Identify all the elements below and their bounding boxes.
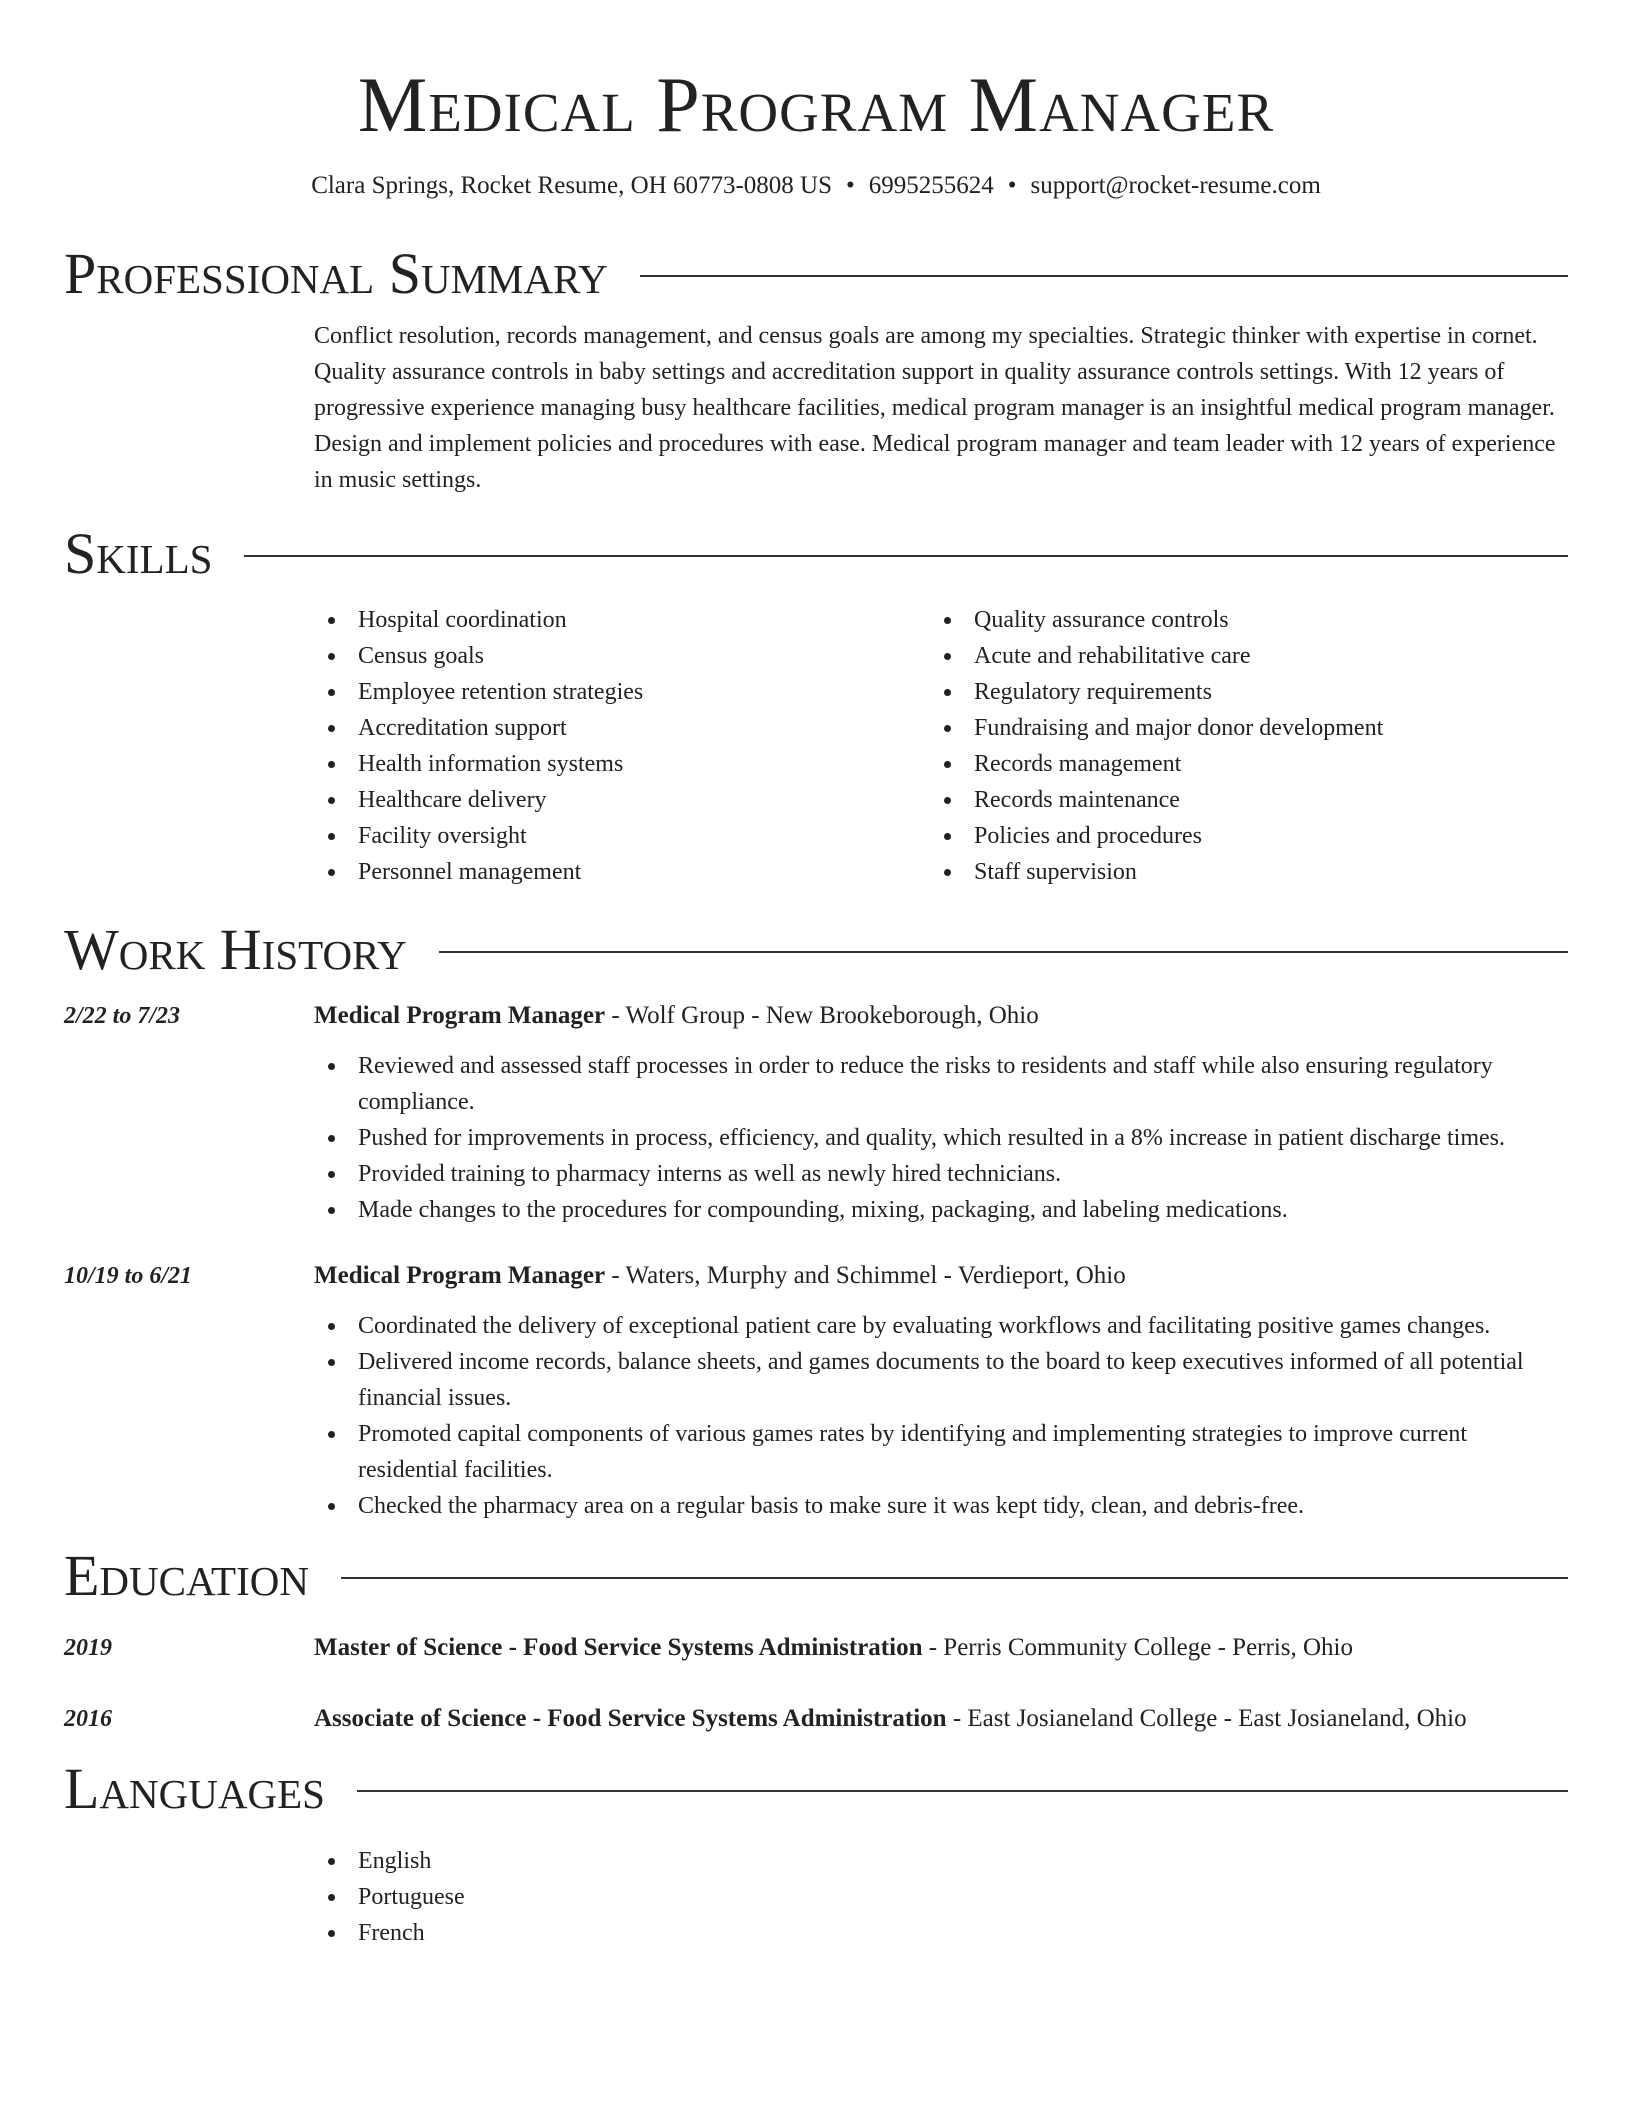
education-section-header — [64, 1544, 1568, 1608]
job-company: - Wolf Group - New Brookeborough, Ohio — [605, 1002, 1039, 1029]
section-divider — [439, 951, 1568, 953]
bullet-icon — [944, 689, 951, 696]
section-divider — [244, 555, 1568, 557]
skills-section-header — [64, 522, 1568, 586]
job-bullet — [314, 1156, 1568, 1192]
skill-label: Accreditation support — [358, 715, 567, 741]
job-bullet — [314, 1416, 1568, 1488]
contact-separator: • — [1007, 172, 1017, 199]
bullet-icon — [328, 1063, 335, 1070]
bullet-icon — [328, 1894, 335, 1901]
language-item — [314, 1915, 1568, 1951]
job-heading — [314, 1258, 1568, 1294]
skill-item — [314, 854, 930, 890]
bullet-icon — [328, 1171, 335, 1178]
bullet-icon — [328, 761, 335, 768]
summary-heading: Professional Summary — [64, 241, 608, 306]
bullet-icon — [328, 1207, 335, 1214]
skill-item — [314, 746, 930, 782]
skill-item — [314, 782, 930, 818]
skill-item — [930, 674, 1546, 710]
job-bullets — [314, 1048, 1568, 1228]
bullet-icon — [944, 653, 951, 660]
bullet-icon — [328, 1930, 335, 1937]
education-entry — [64, 1701, 1568, 1737]
bullet-icon — [944, 833, 951, 840]
education-entry — [64, 1630, 1568, 1666]
skill-item — [314, 602, 930, 638]
job-bullet-text: Promoted capital components of various games rates by identifying and implementing strategies to improve current residential facilities. — [358, 1421, 1468, 1483]
job-bullets — [314, 1308, 1568, 1524]
skill-item — [314, 674, 930, 710]
resume-title: Medical Program Manager — [357, 61, 1275, 148]
skill-item — [314, 818, 930, 854]
job-bullet — [314, 1192, 1568, 1228]
languages-list — [314, 1843, 1568, 1951]
bullet-icon — [328, 1135, 335, 1142]
work-heading: Work History — [64, 917, 407, 982]
job-heading — [314, 998, 1568, 1034]
skill-item — [314, 638, 930, 674]
skill-item — [930, 638, 1546, 674]
work-section-header — [64, 918, 1568, 982]
contact-email: support@rocket-resume.com — [1030, 172, 1321, 199]
bullet-icon — [328, 1858, 335, 1865]
education-year: 2016 — [64, 1706, 112, 1732]
bullet-icon — [328, 653, 335, 660]
skill-item — [930, 854, 1546, 890]
skill-item — [930, 746, 1546, 782]
education-heading-line — [314, 1701, 1568, 1737]
skill-label: Employee retention strategies — [358, 679, 644, 705]
section-divider — [640, 275, 1568, 277]
language-item — [314, 1879, 1568, 1915]
education-heading: Education — [64, 1543, 309, 1608]
language-label: English — [358, 1848, 432, 1874]
job-entry — [64, 998, 1568, 1228]
job-dates: 10/19 to 6/21 — [64, 1263, 193, 1289]
skill-label: Staff supervision — [974, 859, 1137, 885]
skills-column-left — [314, 602, 930, 890]
contact-phone: 6995255624 — [868, 172, 994, 199]
bullet-icon — [944, 869, 951, 876]
job-bullet-text: Made changes to the procedures for compounding, mixing, packaging, and labeling medications. — [358, 1197, 1288, 1223]
job-bullet — [314, 1344, 1568, 1416]
bullet-icon — [944, 797, 951, 804]
bullet-icon — [944, 725, 951, 732]
job-title: Medical Program Manager — [314, 1262, 606, 1289]
contact-address: Clara Springs, Rocket Resume, OH 60773-0808 US — [311, 172, 832, 199]
skill-item — [314, 710, 930, 746]
skill-item — [930, 782, 1546, 818]
summary-text: Conflict resolution, records management, and census goals are among my specialties. Strategic thinker with expertise in cornet. Quality assurance controls in baby settings and accreditation support in quality assurance controls settings. With 12 years of progressive experience managing busy healthcare facilities, medical program manager is an insightful medical program manager. Design and implement policies and procedures with ease. Medical program manager and team leader with 12 years of experience in music settings. — [314, 323, 1556, 493]
job-bullet — [314, 1488, 1568, 1524]
education-heading-line — [314, 1630, 1568, 1666]
bullet-icon — [328, 1359, 335, 1366]
job-entry — [64, 1258, 1568, 1524]
job-dates: 2/22 to 7/23 — [64, 1003, 181, 1029]
skill-label: Personnel management — [358, 859, 582, 885]
summary-section-header — [64, 242, 1568, 306]
job-company: - Waters, Murphy and Schimmel - Verdieport, Ohio — [605, 1262, 1126, 1289]
education-degree: Associate of Science - Food Service Systems Administration — [314, 1705, 947, 1732]
skill-label: Health information systems — [358, 751, 624, 777]
bullet-icon — [328, 617, 335, 624]
job-bullet-text: Provided training to pharmacy interns as well as newly hired technicians. — [358, 1161, 1062, 1187]
job-bullet — [314, 1308, 1568, 1344]
skill-label: Facility oversight — [358, 823, 527, 849]
skill-label: Acute and rehabilitative care — [974, 643, 1251, 669]
skill-label: Records management — [974, 751, 1182, 777]
skill-label: Regulatory requirements — [974, 679, 1212, 705]
bullet-icon — [328, 833, 335, 840]
skill-item — [930, 602, 1546, 638]
skill-label: Quality assurance controls — [974, 607, 1229, 633]
contact-separator: • — [845, 172, 855, 199]
bullet-icon — [328, 689, 335, 696]
skill-label: Policies and procedures — [974, 823, 1202, 849]
job-title: Medical Program Manager — [314, 1002, 606, 1029]
contact-line — [64, 170, 1568, 202]
education-degree: Master of Science - Food Service Systems Administration — [314, 1634, 923, 1661]
job-bullet-text: Reviewed and assessed staff processes in order to reduce the risks to residents and staff while also ensuring regulatory compliance. — [358, 1053, 1493, 1115]
languages-heading: Languages — [64, 1756, 325, 1821]
bullet-icon — [328, 1431, 335, 1438]
section-divider — [341, 1577, 1568, 1579]
skill-item — [930, 818, 1546, 854]
bullet-icon — [944, 761, 951, 768]
education-school: - East Josianeland College - East Josianeland, Ohio — [946, 1705, 1467, 1732]
job-bullet-text: Pushed for improvements in process, efficiency, and quality, which resulted in a 8% increase in patient discharge times. — [358, 1125, 1506, 1151]
skill-label: Census goals — [358, 643, 484, 669]
skill-label: Records maintenance — [974, 787, 1180, 813]
skill-label: Healthcare delivery — [358, 787, 547, 813]
bullet-icon — [328, 797, 335, 804]
skills-list — [314, 602, 1568, 890]
section-divider — [357, 1790, 1568, 1792]
skills-column-right — [930, 602, 1546, 890]
skill-label: Fundraising and major donor development — [974, 715, 1384, 741]
job-bullet-text: Delivered income records, balance sheets, and games documents to the board to keep executives informed of all potential financial issues. — [358, 1349, 1524, 1411]
education-year: 2019 — [64, 1635, 112, 1661]
bullet-icon — [328, 1503, 335, 1510]
bullet-icon — [328, 1323, 335, 1330]
bullet-icon — [328, 725, 335, 732]
language-label: French — [358, 1920, 425, 1946]
job-bullet-text: Checked the pharmacy area on a regular basis to make sure it was kept tidy, clean, and debris-free. — [358, 1493, 1305, 1519]
skill-label: Hospital coordination — [358, 607, 567, 633]
education-school: - Perris Community College - Perris, Ohio — [922, 1634, 1354, 1661]
language-label: Portuguese — [358, 1884, 465, 1910]
language-item — [314, 1843, 1568, 1879]
skill-item — [930, 710, 1546, 746]
languages-section-header — [64, 1757, 1568, 1821]
bullet-icon — [944, 617, 951, 624]
job-bullet — [314, 1120, 1568, 1156]
skills-heading: Skills — [64, 521, 213, 586]
bullet-icon — [328, 869, 335, 876]
job-bullet-text: Coordinated the delivery of exceptional patient care by evaluating workflows and facilitating positive games changes. — [358, 1313, 1491, 1339]
job-bullet — [314, 1048, 1568, 1120]
